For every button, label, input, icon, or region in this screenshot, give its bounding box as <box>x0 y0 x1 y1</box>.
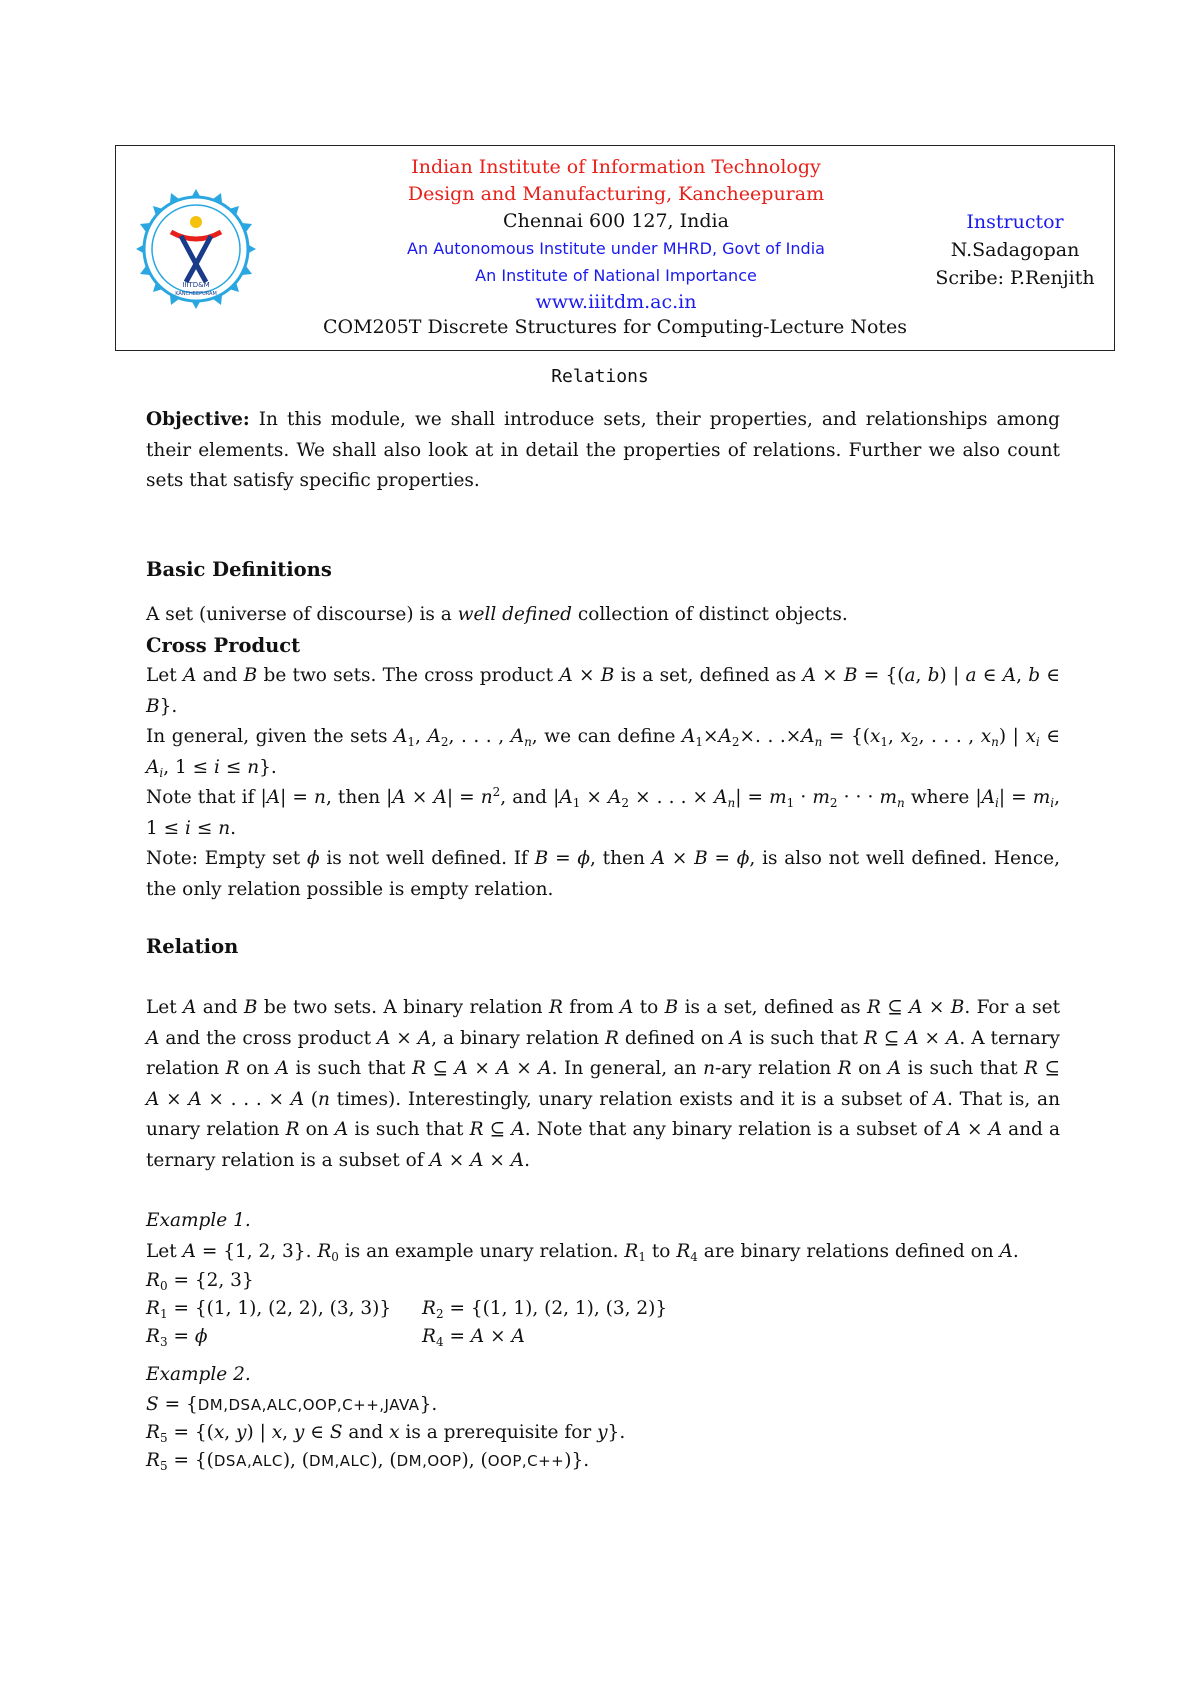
basic-definitions-section <box>146 555 1060 586</box>
objective-label: Objective: <box>146 409 250 430</box>
document-title: Relations <box>551 366 649 387</box>
logo-text: IIITD&M <box>182 281 210 289</box>
example-1 <box>146 1206 1060 1351</box>
institute-name-line1: Indian Institute of Information Technology <box>411 156 821 178</box>
institute-name-line2: Design and Manufacturing, Kancheepuram <box>407 183 825 205</box>
cardinality-note: Note that if |A| = n, then $|A \times A| = n^2$, and $|A_1 \times A_2$ × . . . × $A_n| = m_1 \cdot m_2$ · · · $m_n$ where $|A_i| = m_i$, 1 ≤ i ≤ n. <box>146 784 1061 839</box>
header-center <box>316 154 916 316</box>
cross-product-definition: Let A and B be two sets. The cross product A × B is a set, defined as A × B = {(a, b) | a ∈ A, b ∈ B}. <box>146 665 1060 717</box>
instructor-name: N.Sadagopan <box>950 239 1080 261</box>
institute-tagline2: An Institute of National Importance <box>475 266 757 285</box>
example-1-r0: $R_0 = \{2$, 3} <box>146 1270 254 1293</box>
header-right <box>930 208 1100 292</box>
objective-paragraph <box>146 405 1060 497</box>
definitions-body <box>146 600 1060 905</box>
institute-address: Chennai 600 127, India <box>503 210 729 232</box>
example-2-set-s: S = {DM,DSA,ALC,OOP,C++,JAVA}. <box>146 1393 438 1415</box>
section-heading-cross-product: Cross Product <box>146 633 301 657</box>
section-heading-relation: Relation <box>146 935 239 958</box>
example-2 <box>146 1360 1060 1475</box>
relation-definition: Let A and B be two sets. A binary relation R from A to B is a set, defined as R ⊆ A × B. For a set A and the cross product A × A, a binary relation R defined on A is such that R ⊆ A × A. A ternary relation R on A is such that R ⊆ A × A × A. In general, an n-ary relation R on A is such that R ⊆ A × A × . . . × A (n times). Interestingly, unary relation exists and it is a subset of A. That is, an unary relation R on A is such that R ⊆ A. Note that any binary relation is a subset of A × A and a ternary relation is a subset of A × A × A. <box>146 997 1061 1171</box>
institute-logo <box>131 184 261 314</box>
example-2-label: Example 2. <box>146 1364 251 1385</box>
institute-website[interactable]: www.iiitdm.ac.in <box>535 291 697 313</box>
logo-subtext: KANCHEEPURAM <box>175 291 217 297</box>
empty-set-note: Note: Empty set ϕ is not well defined. If B = ϕ, then A × B = ϕ, is also not well defined. Hence, the only relation possible is empty relation. <box>146 848 1061 900</box>
set-definition: A set (universe of discourse) is a well defined collection of distinct objects. <box>146 604 848 625</box>
example-2-r5-value: $R_5 = \{(DSA,ALC)$, (DM,ALC), (DM,OOP), (OOP,C++)}. <box>146 1449 590 1473</box>
instructor-label: Instructor <box>966 211 1064 233</box>
relation-body <box>146 993 1060 1176</box>
example-1-r3-r4: $R_3 = \phi$ $R_4 = A \times A$ <box>146 1326 525 1349</box>
objective-text: In this module, we shall introduce sets, their properties, and relationships among their elements. We shall also look at in detail the properties of relations. Further we also count sets that satisfy specific properties. <box>146 409 1060 491</box>
course-title: COM205T Discrete Structures for Computing-Lecture Notes <box>322 316 908 338</box>
scribe-name: Scribe: P.Renjith <box>935 267 1095 289</box>
example-1-text: Let A = {1, 2, 3}. $R_0$ is an example unary relation. $R_1$ to $R_4$ are binary relations defined on A. <box>146 1240 1019 1264</box>
relation-section <box>146 932 1060 963</box>
example-1-r1-r2: $R_1 = \{(1$, 1), (2, 2), (3, 3)} $R_2 = \{(1$, 1), (2, 1), (3, 2)} <box>146 1298 668 1321</box>
header-box <box>115 145 1115 351</box>
general-cross-product: In general, given the sets $A_1$, $A_2$, . . . , $A_n$, we can define $A_1\times A_2\times$. . $.\times A_n = \{(x_1$, $x_2$, . . . , $x_n$) | $x_i$ ∈ $A_i$, 1 ≤ i ≤ n}. <box>146 726 1060 780</box>
example-2-r5-def: $R_5 = \{(x$, y) | x, y ∈ S and x is a prerequisite for y}. <box>146 1421 626 1445</box>
institute-tagline1: An Autonomous Institute under MHRD, Govt of India <box>407 239 825 258</box>
example-1-label: Example 1. <box>146 1210 251 1231</box>
section-heading-basic-definitions: Basic Definitions <box>146 558 332 581</box>
